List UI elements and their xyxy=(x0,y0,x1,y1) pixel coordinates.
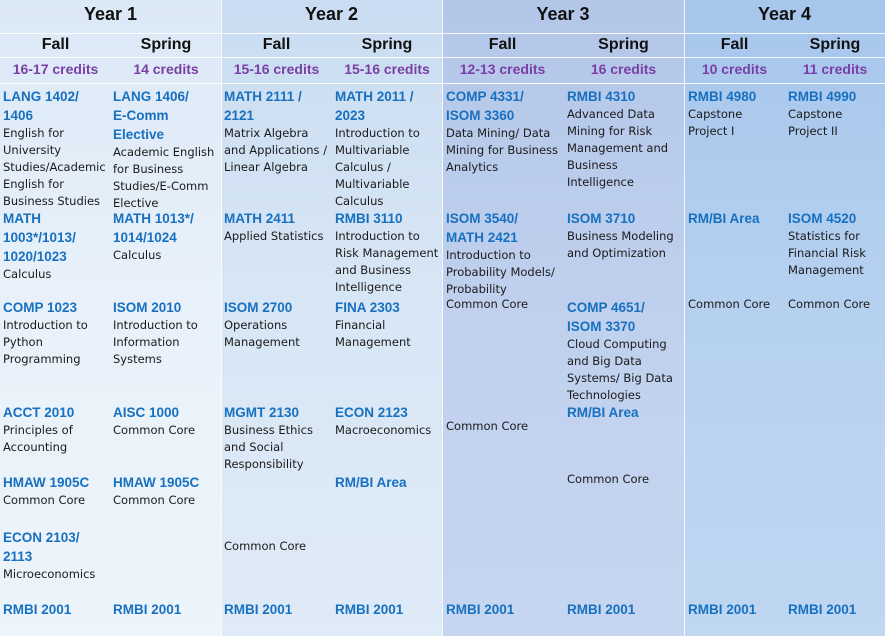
course-title: Calculus xyxy=(3,267,52,281)
course-code: AISC 1000 xyxy=(113,405,180,420)
course-title: Principles of Accounting xyxy=(3,423,73,454)
course-title: Data Mining/ Data Mining for Business Analytics xyxy=(446,126,559,174)
course-cell xyxy=(224,209,332,245)
course-cell xyxy=(567,403,685,422)
course-title: Common Core xyxy=(113,493,196,507)
course-code: ACCT 2010 xyxy=(3,405,75,420)
course-code: HMAW 1905C xyxy=(113,475,200,490)
course-cell xyxy=(446,209,564,298)
course-cell xyxy=(3,473,111,509)
course-title: Introduction to Multivariable Calculus / Multivariable Calculus xyxy=(335,126,420,208)
course-code: RMBI 4990 xyxy=(788,89,857,104)
course-title: English for University Studies/Academic English for Business Studies xyxy=(3,126,106,208)
credits-label: 16-17 credits xyxy=(12,61,99,77)
course-code: RMBI 2001 xyxy=(335,602,404,617)
course-code: COMP 4331/ ISOM 3360 xyxy=(446,89,524,123)
course-cell xyxy=(567,471,685,488)
course-code: ECON 2123 xyxy=(335,405,408,420)
course-code: MATH 2111 / 2121 xyxy=(224,89,302,123)
course-code: COMP 1023 xyxy=(3,300,78,315)
course-title: Microeconomics xyxy=(3,567,96,581)
course-cell xyxy=(113,87,221,212)
year-header: Year 1 xyxy=(83,4,138,24)
course-code: MGMT 2130 xyxy=(224,405,300,420)
course-title: Introduction to Risk Management and Business Intelligence xyxy=(335,229,439,294)
course-code: LANG 1402/ 1406 xyxy=(3,89,79,123)
course-code: MATH 1013*/ 1014/1024 xyxy=(113,211,194,245)
course-cell xyxy=(224,538,332,555)
course-cell xyxy=(335,600,443,619)
course-code: RMBI 2001 xyxy=(224,602,293,617)
course-code: RM/BI Area xyxy=(688,211,760,226)
course-code: RMBI 3110 xyxy=(335,211,403,226)
course-cell xyxy=(3,403,111,456)
semester-header: Fall xyxy=(488,36,517,53)
course-cell xyxy=(113,600,221,619)
semester-header: Spring xyxy=(361,36,413,53)
course-code: HMAW 1905C xyxy=(3,475,90,490)
course-cell xyxy=(446,600,564,619)
course-cell xyxy=(335,209,443,296)
year-header: Year 2 xyxy=(304,4,359,24)
course-code: RMBI 2001 xyxy=(3,602,72,617)
course-cell xyxy=(788,296,884,313)
course-code: RMBI 4310 xyxy=(567,89,636,104)
course-title: Academic English for Business Studies/E-Comm Elective xyxy=(113,145,215,210)
course-cell xyxy=(446,418,564,435)
credits-label: 10 credits xyxy=(701,61,768,77)
course-cell xyxy=(688,87,786,140)
credits-label: 16 credits xyxy=(590,61,657,77)
common-core-label: Common Core xyxy=(446,419,529,433)
course-cell xyxy=(567,87,685,191)
credits-label: 15-16 credits xyxy=(344,61,430,77)
course-cell xyxy=(224,403,332,473)
course-cell xyxy=(335,298,443,351)
course-title: Macroeconomics xyxy=(335,423,432,437)
course-cell xyxy=(224,87,332,176)
semester-header: Fall xyxy=(720,36,749,53)
credits-label: 14 credits xyxy=(133,61,199,77)
course-cell xyxy=(788,600,884,619)
course-cell xyxy=(3,87,111,210)
course-cell xyxy=(688,296,786,313)
course-title: Calculus xyxy=(113,248,162,262)
year-header: Year 3 xyxy=(536,4,590,24)
course-cell xyxy=(446,296,564,313)
course-code: FINA 2303 xyxy=(335,300,400,315)
course-code: MATH 2411 xyxy=(224,211,296,226)
year-divider xyxy=(221,0,222,636)
header-divider xyxy=(0,83,885,84)
course-cell xyxy=(224,600,332,619)
course-title: Introduction to Python Programming xyxy=(3,318,88,366)
course-cell xyxy=(3,209,111,283)
course-code: RMBI 2001 xyxy=(567,602,636,617)
credits-label: 11 credits xyxy=(802,61,868,77)
common-core-label: Common Core xyxy=(567,472,650,486)
course-code: ECON 2103/ 2113 xyxy=(3,530,80,564)
course-title: Introduction to Probability Models/ Probability xyxy=(446,248,555,296)
course-cell xyxy=(688,600,786,619)
course-code: ISOM 2010 xyxy=(113,300,182,315)
year-header: Year 4 xyxy=(757,4,812,24)
course-code: RMBI 2001 xyxy=(788,602,857,617)
course-title: Matrix Algebra and Applications / Linear Algebra xyxy=(224,126,328,174)
course-cell xyxy=(567,600,685,619)
course-cell xyxy=(335,403,443,439)
course-cell xyxy=(788,209,884,279)
course-cell xyxy=(113,298,221,368)
course-code: RMBI 2001 xyxy=(446,602,515,617)
course-cell xyxy=(224,298,332,351)
course-code: RMBI 4980 xyxy=(688,89,757,104)
course-cell xyxy=(113,473,221,509)
course-title: Business Modeling and Optimization xyxy=(567,229,674,260)
header-divider xyxy=(0,57,885,58)
credits-label: 12-13 credits xyxy=(459,61,546,77)
course-code: ISOM 3710 xyxy=(567,211,636,226)
course-cell xyxy=(3,528,111,583)
course-cell xyxy=(788,87,884,140)
course-cell xyxy=(567,209,685,262)
course-code: RMBI 2001 xyxy=(688,602,757,617)
semester-header: Spring xyxy=(140,36,192,53)
common-core-label: Common Core xyxy=(446,297,529,311)
course-code: LANG 1406/ E-Comm Elective xyxy=(113,89,189,142)
common-core-label: Common Core xyxy=(788,297,871,311)
course-code: ISOM 4520 xyxy=(788,211,857,226)
credits-label: 15-16 credits xyxy=(233,61,320,77)
course-cell xyxy=(113,403,221,439)
course-title: Common Core xyxy=(113,423,196,437)
course-title: Common Core xyxy=(3,493,86,507)
course-code: ISOM 2700 xyxy=(224,300,293,315)
course-cell xyxy=(335,87,443,210)
course-code: RM/BI Area xyxy=(567,405,639,420)
course-cell xyxy=(446,87,564,176)
semester-header: Spring xyxy=(809,36,861,53)
course-code: RMBI 2001 xyxy=(113,602,182,617)
course-title: Cloud Computing and Big Data Systems/ Big Data Technologies xyxy=(567,337,673,402)
semester-header: Fall xyxy=(262,36,291,53)
course-title: Business Ethics and Social Responsibility xyxy=(224,423,313,471)
course-code: ISOM 3540/ MATH 2421 xyxy=(446,211,519,245)
course-code: MATH 2011 / 2023 xyxy=(335,89,414,123)
semester-header: Spring xyxy=(598,36,649,53)
course-cell xyxy=(688,209,786,228)
common-core-label: Common Core xyxy=(688,297,771,311)
course-cell xyxy=(3,298,111,368)
course-title: Operations Management xyxy=(224,318,300,349)
course-code: MATH 1003*/1013/ 1020/1023 xyxy=(3,211,76,264)
course-cell xyxy=(3,600,111,619)
course-code: COMP 4651/ ISOM 3370 xyxy=(567,300,645,334)
course-cell xyxy=(335,473,443,492)
header-divider xyxy=(0,33,885,34)
common-core-label: Common Core xyxy=(224,539,307,553)
course-title: Financial Management xyxy=(335,318,411,349)
course-title: Capstone Project I xyxy=(688,107,743,138)
course-title: Statistics for Financial Risk Management xyxy=(788,229,866,277)
course-title: Capstone Project II xyxy=(788,107,843,138)
course-code: RM/BI Area xyxy=(335,475,407,490)
course-title: Introduction to Information Systems xyxy=(113,318,198,366)
course-cell xyxy=(113,209,221,264)
semester-header: Fall xyxy=(41,36,70,53)
course-title: Applied Statistics xyxy=(224,229,324,243)
course-cell xyxy=(567,298,685,404)
course-title: Advanced Data Mining for Risk Management and Business Intelligence xyxy=(567,107,669,189)
